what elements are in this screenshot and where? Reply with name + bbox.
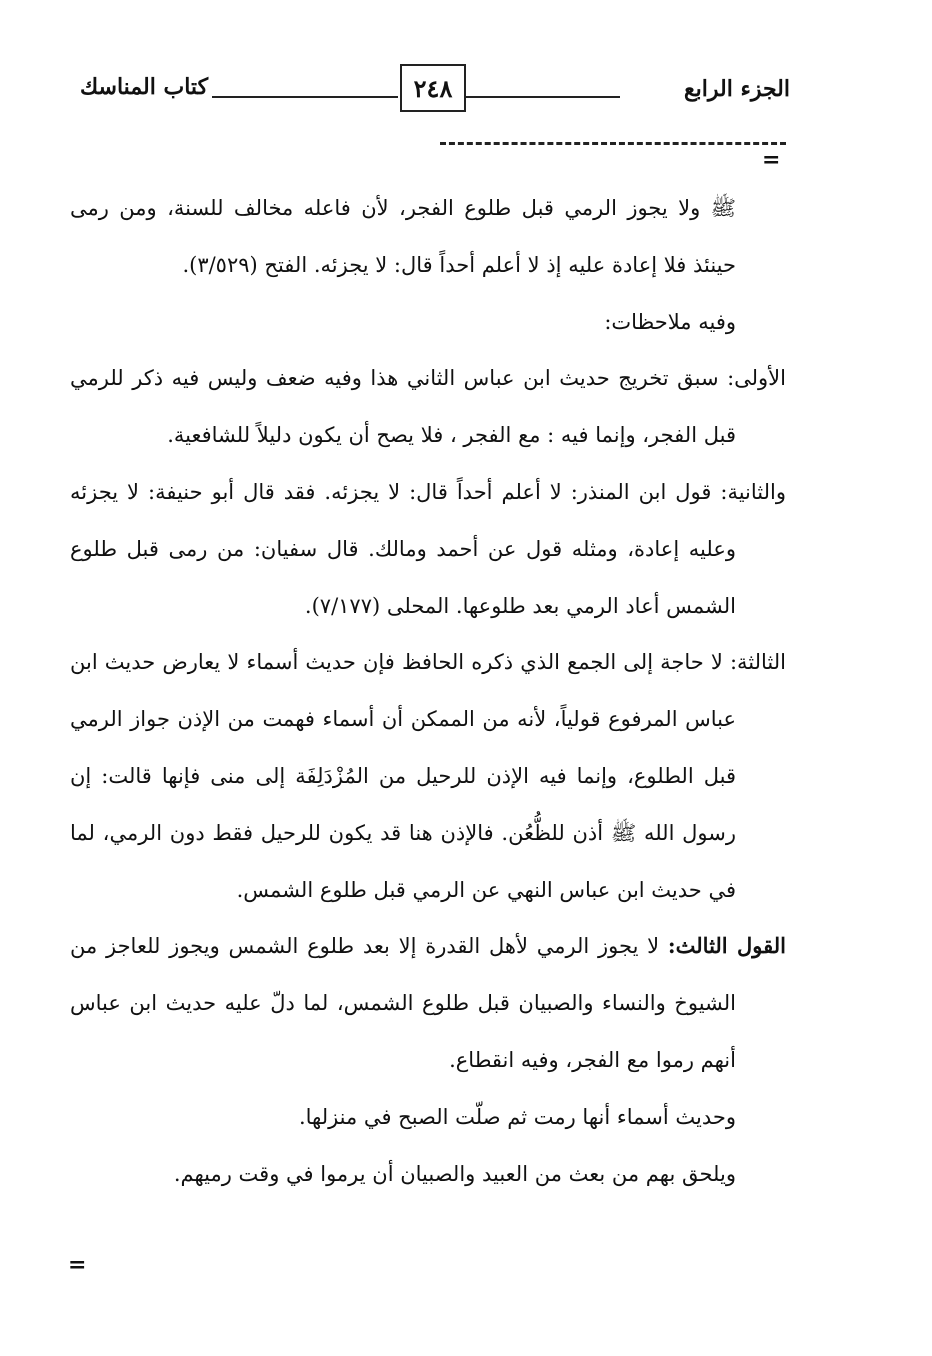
- third-opinion-label: القول الثالث:: [667, 933, 786, 959]
- page-number: ٢٤٨: [400, 64, 466, 112]
- footnote-separator: [440, 142, 786, 145]
- third-opinion-text: لا يجوز الرمي لأهل القدرة إلا بعد طلوع الشمس ويجوز للعاجز من الشيوخ والنساء والصبيان قبل طلوع الشمس، لما دلّ عليه حديث ابن عباس أنهم رموا مع الفجر، وفيه انقطاع.: [70, 934, 736, 1072]
- continuation-mark-top: =: [762, 147, 781, 173]
- header-rule-right: [464, 96, 620, 98]
- paragraph-third-opinion: [70, 918, 786, 1088]
- book-title: كتاب المناسك: [80, 74, 209, 100]
- paragraph-asma-hadith: وحديث أسماء أنها رمت ثم صلّت الصبح في منزلها.: [298, 1104, 736, 1129]
- header-rule-left: [212, 96, 398, 98]
- paragraph-second-note: والثانية: قول ابن المنذر: لا أعلم أحداً قال: لا يجزئه. فقد قال أبو حنيفة: لا يجزئه وعليه إعادة، ومثله قول عن أحمد ومالك. قال سفيان: من رمى قبل طلوع الشمس أعاد الرمي بعد طلوعها. المحلى (٧/١٧٧).: [70, 479, 786, 618]
- page-body: [70, 180, 786, 1202]
- volume-title: الجزء الرابع: [683, 76, 790, 102]
- paragraph-first-note: الأولى: سبق تخريج حديث ابن عباس الثاني هذا وفيه ضعف وليس فيه ذكر للرمي قبل الفجر، وإنما فيه : مع الفجر ، فلا يصح أن يكون دليلاً للشافعية.: [70, 366, 786, 448]
- paragraph-third-note: الثالثة: لا حاجة إلى الجمع الذي ذكره الحافظ فإن حديث أسماء لا يعارض حديث ابن عباس المرفوع قولياً، لأنه من الممكن أن أسماء فهمت من الإذن جواز الرمي قبل الطلوع، وإنما فيه الإذن للرحيل من المُزْدَلِفَة إلى منى فإنها قالت: إن رسول الله ﷺ أذن للظُّعُن. فالإذن هنا قد يكون للرحيل فقط دون الرمي، لما في حديث ابن عباس النهي عن الرمي قبل طلوع الشمس.: [70, 650, 786, 902]
- continuation-mark-bottom: =: [68, 1252, 87, 1278]
- paragraph-observations-heading: وفيه ملاحظات:: [604, 309, 736, 334]
- paragraph-continuation: ﷺ ولا يجوز الرمي قبل طلوع الفجر، لأن فاعله مخالف للسنة، ومن رمى حينئذ فلا إعادة عليه إذ لا أعلم أحداً قال: لا يجزئه. الفتح (٣/٥٢٩).: [70, 196, 736, 277]
- running-header: [80, 62, 790, 122]
- paragraph-attached-ruling: ويلحق بهم من بعث من العبيد والصبيان أن يرموا في وقت رميهم.: [173, 1161, 736, 1186]
